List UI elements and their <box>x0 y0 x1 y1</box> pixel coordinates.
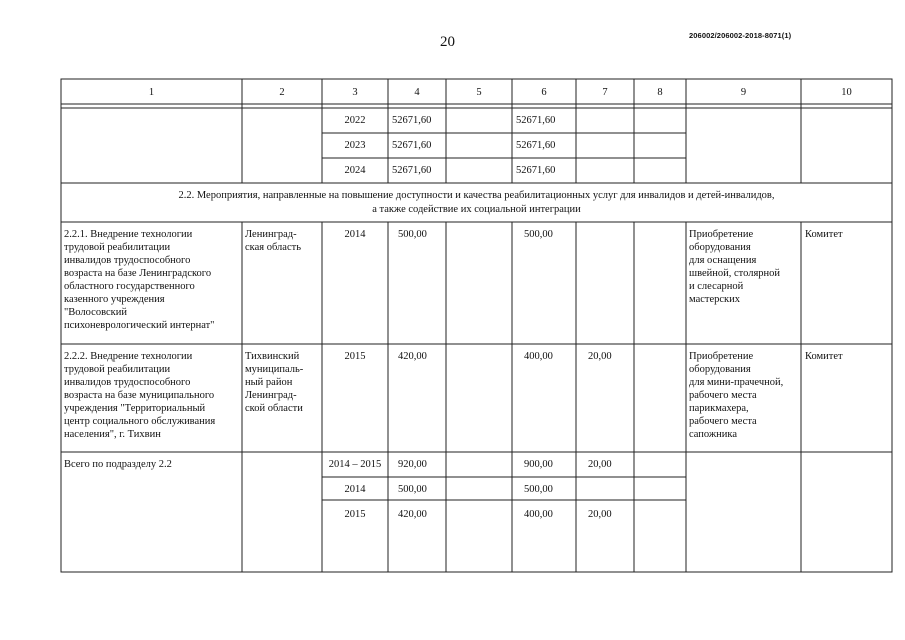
page-number: 20 <box>440 34 455 50</box>
item-2-2-1-year: 2014 <box>344 229 366 240</box>
table-cell-year: 2022 <box>344 115 366 126</box>
table-cell-value: 52671,60 <box>392 165 432 176</box>
table-cell-value: 52671,60 <box>516 140 556 151</box>
item-2-2-1-col6: 500,00 <box>524 229 553 240</box>
item-2-2-2-year: 2015 <box>344 351 366 362</box>
col-number: 2 <box>279 87 285 98</box>
item-2-2-2-col10: Комитет <box>805 351 843 362</box>
document-id: 206002/206002-2018-8071(1) <box>689 31 792 40</box>
table-cell-value: 52671,60 <box>392 140 432 151</box>
col-number: 1 <box>148 87 155 98</box>
section-title-line1: 2.2. Мероприятия, направленные на повышение доступности и качества реабилитационных услуг для инвалидов и детей-инвалидов, <box>178 190 775 201</box>
subtotal-col4: 920,00 <box>398 459 427 470</box>
table-cell-year: 2023 <box>344 140 366 151</box>
item-2-2-2-col6: 400,00 <box>524 351 553 362</box>
item-2-2-2-col9: Приобретение оборудования для мини-прачечной, рабочего места парикмахера, рабочего места сапожника <box>689 351 784 440</box>
table-cell-value: 52671,60 <box>392 115 432 126</box>
table-cell-value: 52671,60 <box>516 115 556 126</box>
item-2-2-2-name: 2.2.2. Внедрение технологии трудовой реабилитации инвалидов трудоспособного возраста на базе муниципального учреждения "Территориальный центр социального обслуживания населения", г. Тихвин <box>64 351 216 440</box>
subtotal-year: 2014 <box>344 484 366 495</box>
subtotal-col4: 500,00 <box>398 484 427 495</box>
col-number: 3 <box>352 87 358 98</box>
table-cell-year: 2024 <box>344 165 366 176</box>
subtotal-year: 2014 – 2015 <box>328 459 382 470</box>
subtotal-col7: 20,00 <box>588 509 612 520</box>
subtotal-col6: 400,00 <box>524 509 553 520</box>
item-2-2-1-col9: Приобретение оборудования для оснащения швейной, столярной и слесарной мастерских <box>689 229 781 305</box>
subtotal-col7: 20,00 <box>588 459 612 470</box>
subtotal-year: 2015 <box>344 509 366 520</box>
item-2-2-1-col10: Комитет <box>805 229 843 240</box>
col-number: 4 <box>414 87 420 98</box>
col-number: 5 <box>476 87 482 98</box>
col-number: 9 <box>740 87 747 98</box>
item-2-2-1-col4: 500,00 <box>398 229 427 240</box>
col-number: 8 <box>657 87 663 98</box>
subtotal-label: Всего по подразделу 2.2 <box>64 459 172 470</box>
item-2-2-2-col4: 420,00 <box>398 351 427 362</box>
subtotal-col6: 900,00 <box>524 459 553 470</box>
col-number: 7 <box>602 87 608 98</box>
subtotal-col6: 500,00 <box>524 484 553 495</box>
item-2-2-2-location: Тихвинский муниципаль- ный район Ленинград- ской области <box>245 351 304 414</box>
col-number: 10 <box>841 87 852 98</box>
item-2-2-1-name: 2.2.1. Внедрение технологии трудовой реабилитации инвалидов трудоспособного возраста на базе Ленинградского областного государственного казенного учреждения "Волосовский психоневрологический интернат" <box>64 229 215 331</box>
col-number: 6 <box>541 87 547 98</box>
table-cell-value: 52671,60 <box>516 165 556 176</box>
section-title-line2: а также содействие их социальной интеграции <box>372 204 581 215</box>
item-2-2-1-location: Ленинград- ская область <box>245 229 301 253</box>
item-2-2-2-col7: 20,00 <box>588 351 612 362</box>
subtotal-col4: 420,00 <box>398 509 427 520</box>
